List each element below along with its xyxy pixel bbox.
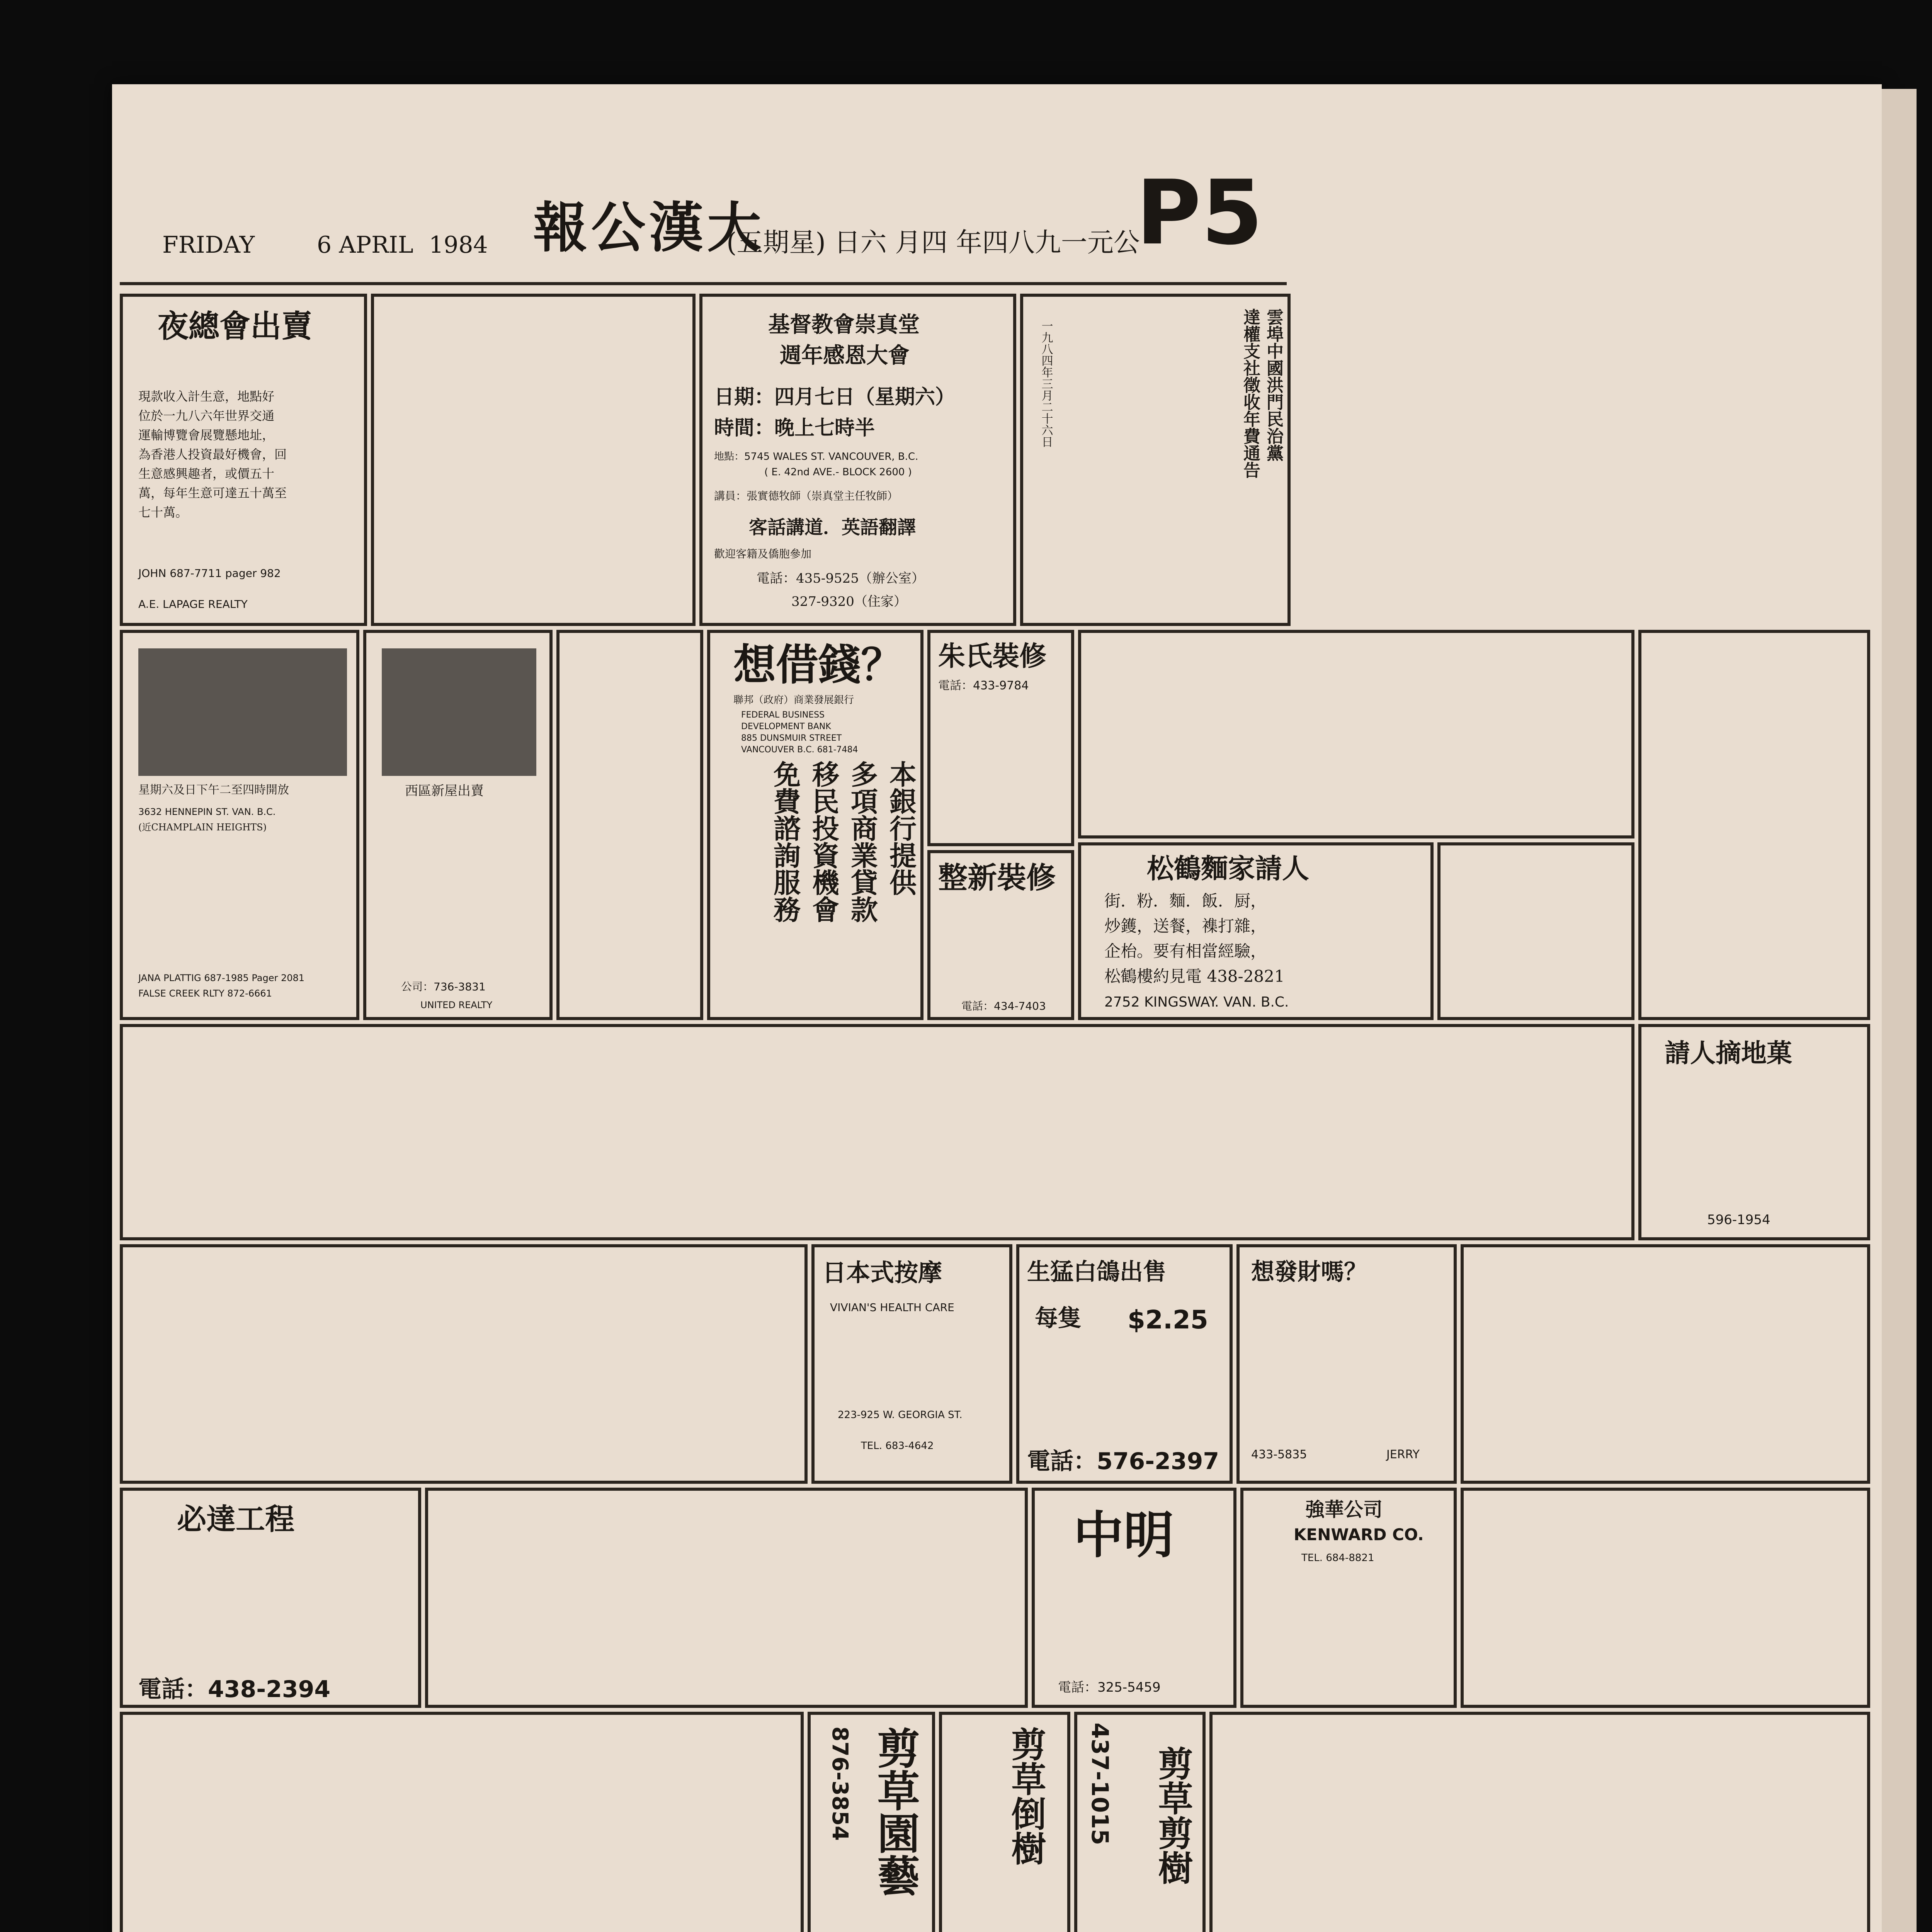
japanese-massage-ad — [811, 1244, 1012, 1484]
nightclub-realty: A.E. LAPAGE REALTY — [138, 598, 248, 611]
chicken-price: $2.25 — [1128, 1305, 1208, 1335]
lawn2-title: 剪草倒樹 — [1005, 1726, 1046, 1866]
massage-address: 223-925 W. GEORGIA ST. — [838, 1409, 963, 1421]
masthead-day: FRIDAY — [162, 231, 255, 259]
renovation-phone: 電話：434-7403 — [961, 1000, 1046, 1012]
masthead-year: 1984 — [429, 231, 488, 259]
chicken-title: 生猛白鴿出售 — [1027, 1259, 1166, 1286]
get-rich-phone: 433-5835 — [1251, 1448, 1307, 1461]
loan-title: 想借錢？ — [733, 640, 903, 690]
hongmen-title: 雲埠中國洪門民治黨 — [1264, 308, 1283, 461]
massage-tel: TEL. 683-4642 — [861, 1440, 934, 1452]
classified-strip — [120, 1244, 808, 1484]
loan-bank-city: VANCOUVER B.C. 681-7484 — [741, 745, 858, 755]
church-note: 客話講道．英語翻譯 — [749, 517, 916, 538]
nightclub-line: 七十萬。 — [138, 505, 188, 520]
house-photo — [138, 648, 347, 776]
loan-ad — [707, 630, 923, 1020]
classified-strip — [120, 1024, 1634, 1240]
zhongming-phone: 電話：325-5459 — [1058, 1680, 1161, 1695]
lawn-ad-2 — [939, 1712, 1070, 1932]
masthead-title: 報公漢大 — [533, 196, 765, 260]
pine-crane-line: 炒鑊，送餐，襍打雜， — [1104, 917, 1267, 935]
masthead-date: 6 APRIL — [317, 231, 413, 259]
pine-crane-line: 企枱。要有相當經驗， — [1104, 942, 1267, 961]
hongmen-subtitle: 達權支社徵收年費通告 — [1240, 308, 1260, 478]
keenward-title-cn: 強華公司 — [1305, 1498, 1383, 1521]
nightclub-line: 為香港人投資最好機會，回 — [138, 447, 287, 462]
classified-strip — [425, 1488, 1028, 1708]
church-time: 時間：晚上七時半 — [714, 416, 875, 440]
classified-columns — [1461, 1488, 1870, 1708]
massage-title: 日本式按摩 — [822, 1259, 942, 1287]
nightclub-title: 夜總會出賣 — [158, 308, 312, 344]
lawn-ad-3 — [1074, 1712, 1206, 1932]
loan-slogan: 本銀行提供 — [885, 760, 917, 896]
hongmen-date: 一九八四年三月二十六日 — [1039, 320, 1053, 447]
massage-name: VIVIAN'S HEALTH CARE — [830, 1301, 954, 1314]
page-edge — [1882, 89, 1917, 1932]
loan-slogan: 免費諮詢服務 — [769, 760, 801, 923]
lawn-ad-1 — [808, 1712, 935, 1932]
hiring-right-ad — [1638, 1024, 1870, 1240]
classified-columns — [1437, 842, 1634, 1020]
house-ad-2 — [363, 630, 553, 1020]
masthead-rule — [120, 282, 1287, 285]
nightclub-line: 生意感興趣者，或價五十 — [138, 466, 275, 481]
get-rich-name: JERRY — [1386, 1448, 1420, 1461]
nightclub-line: 萬，每年生意可達五十萬至 — [138, 486, 287, 500]
thanks-notices — [120, 1712, 804, 1932]
renovation-ad — [927, 850, 1074, 1020]
chicken-price-label: 每隻 — [1035, 1305, 1081, 1332]
house2-caption: 西區新屋出賣 — [405, 783, 484, 799]
notice-columns — [371, 294, 696, 626]
house1-address2: (近CHAMPLAIN HEIGHTS) — [138, 822, 267, 833]
classified-columns — [1461, 1244, 1870, 1484]
lawn3-title: 剪草剪樹 — [1152, 1746, 1193, 1885]
keenward-tel: TEL. 684-8821 — [1301, 1552, 1374, 1564]
nightclub-line: 運輸博覽會展覽懸地址， — [138, 428, 275, 442]
keenward-title-en: KENWARD CO. — [1294, 1525, 1424, 1544]
church-title: 基督教會崇真堂 — [768, 312, 920, 337]
lawn1-title: 剪草園藝 — [870, 1726, 920, 1896]
church-date: 日期：四月七日（星期六） — [714, 385, 956, 409]
page-number: P5 — [1136, 162, 1263, 265]
church-phone1: 電話：435-9525（辦公室） — [757, 571, 925, 586]
hiring-right-title: 請人摘地菓 — [1665, 1038, 1792, 1068]
house1-address: 3632 HENNEPIN ST. VAN. B.C. — [138, 806, 276, 817]
lawn3-phone: 437-1015 — [1086, 1723, 1113, 1845]
house2-realty: UNITED REALTY — [420, 1000, 493, 1010]
get-rich-title: 想發財嗎？ — [1251, 1259, 1367, 1286]
classified-columns — [1078, 630, 1634, 838]
church-address: 地點：5745 WALES ST. VANCOUVER, B.C. — [714, 451, 918, 463]
nightclub-contact: JOHN 687-7711 pager 982 — [138, 567, 281, 580]
house-photo — [382, 648, 536, 776]
church-phone2: 327-9320（住家） — [791, 594, 907, 609]
pine-crane-line: 松鶴樓約見電 438-2821 — [1104, 967, 1285, 986]
zhongming-title: 中明 — [1073, 1505, 1174, 1565]
zhu-decor-phone: 電話：433-9784 — [938, 679, 1029, 692]
church-address2: ( E. 42nd AVE.- BLOCK 2600 ) — [764, 466, 912, 478]
pine-crane-address: 2752 KINGSWAY. VAN. B.C. — [1104, 994, 1289, 1010]
notice-column — [556, 630, 703, 1020]
zhongming-ad — [1032, 1488, 1236, 1708]
get-rich-ad — [1236, 1244, 1457, 1484]
masthead-chinese-date: (五期星) 日六 月四 年四八九一元公 — [726, 228, 1140, 258]
chicken-ad — [1016, 1244, 1233, 1484]
loan-bank-en1: FEDERAL BUSINESS — [741, 710, 825, 720]
bida-phone: 電話：438-2394 — [138, 1676, 331, 1703]
nightclub-line: 現款收入計生意，地點好 — [138, 389, 275, 404]
pine-crane-line: 街．粉．麵．飯．厨， — [1104, 891, 1267, 910]
house1-contact: JANA PLATTIG 687-1985 Pager 2081 — [138, 973, 305, 983]
bida-title: 必達工程 — [177, 1502, 294, 1536]
church-ad — [699, 294, 1016, 626]
house-ad-1 — [120, 630, 359, 1020]
hongmen-notice — [1020, 294, 1291, 626]
nightclub-ad — [120, 294, 367, 626]
loan-slogan: 移民投資機會 — [808, 760, 840, 923]
loan-bank-en2: DEVELOPMENT BANK — [741, 722, 831, 731]
church-subtitle: 週年感恩大會 — [780, 343, 910, 368]
bida-ad — [120, 1488, 421, 1708]
house2-phone: 公司：736-3831 — [401, 980, 486, 993]
classified-columns — [1209, 1712, 1870, 1932]
pine-crane-title: 松鶴麵家請人 — [1147, 852, 1309, 884]
lawn1-phone: 876-3854 — [827, 1726, 852, 1841]
nightclub-line: 位於一九八六年世界交通 — [138, 408, 275, 423]
keenward-ad — [1240, 1488, 1457, 1708]
loan-bank-cn: 聯邦（政府）商業發展銀行 — [733, 694, 854, 706]
chicken-phone: 電話：576-2397 — [1027, 1448, 1219, 1475]
renovation-title: 整新裝修 — [938, 861, 1056, 895]
loan-bank-address: 885 DUNSMUIR STREET — [741, 733, 842, 743]
church-speaker: 講員：張實德牧師（崇真堂主任牧師） — [714, 490, 898, 502]
pine-crane-ad — [1078, 842, 1434, 1020]
classified-columns — [1638, 630, 1870, 1020]
house1-realty: FALSE CREEK RLTY 872-6661 — [138, 988, 272, 999]
church-welcome: 歡迎客籍及僑胞參加 — [714, 548, 812, 560]
hiring-right-phone: 596-1954 — [1707, 1212, 1770, 1228]
house1-caption: 星期六及日下午二至四時開放 — [138, 783, 289, 797]
zhu-decor-title: 朱氏裝修 — [938, 640, 1046, 672]
loan-slogan: 多項商業貸款 — [846, 760, 879, 923]
zhu-decor-ad — [927, 630, 1074, 846]
